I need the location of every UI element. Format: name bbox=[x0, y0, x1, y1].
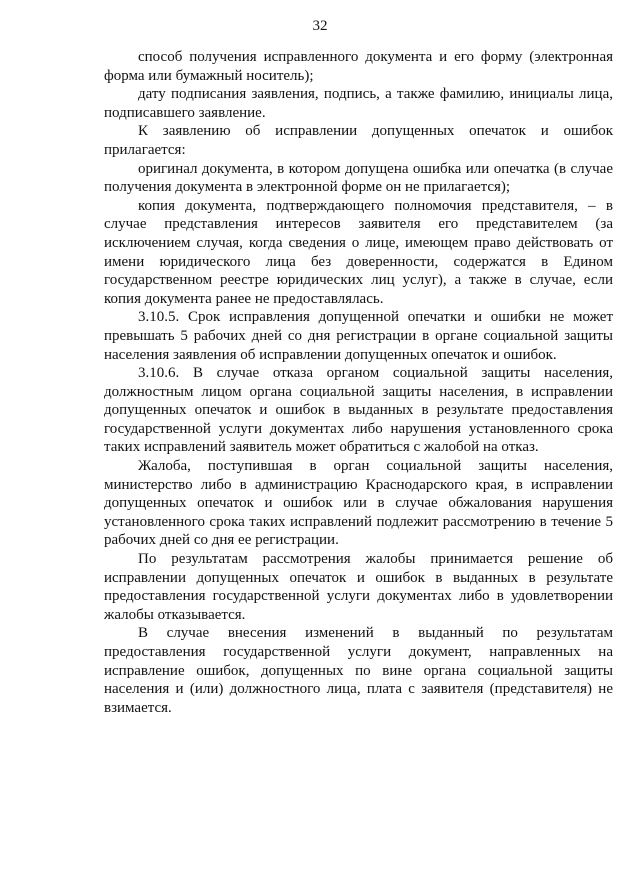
paragraph-signature-date: дату подписания заявления, подпись, а также фамилию, инициалы лица, подписавшего заявление. bbox=[104, 86, 613, 121]
paragraph-attachments-intro: К заявлению об исправлении допущенных опечаток и ошибок прилагается: bbox=[104, 123, 613, 158]
paragraph-original-document: оригинал документа, в котором допущена ошибка или опечатка (в случае получения документа в электронной форме он не прилагается); bbox=[104, 160, 613, 196]
paragraph-no-fee: В случае внесения изменений в выданный по результатам предоставления государственной услуги документ, направленных на исправление ошибок, допущенных по вине органа социальной защиты населения и (или) должностного лица, плата с заявителя (представителя) не взимается. bbox=[104, 625, 613, 716]
paragraph-representative-authority: копия документа, подтверждающего полномочия представителя, – в случае представления интересов заявителя его представителем (за исключением случая, когда сведения о лице, имеющем право действовать от имени юридического лица без доверенности, содержатся в Едином государственном реестре юридических лиц услуг), а также в случае, если копия документа ранее не предоставлялась. bbox=[104, 197, 613, 307]
paragraph-receipt-method: способ получения исправленного документа и его форму (электронная форма или бумажный носитель); bbox=[104, 49, 613, 84]
document-body bbox=[104, 48, 613, 717]
page-number: 32 bbox=[312, 18, 328, 34]
paragraph-complaint-decision: По результатам рассмотрения жалобы принимается решение об исправлении допущенных опечаток и ошибок в выданных в результате предоставления государственной услуги документах либо в удовлетворении жалобы отказывается. bbox=[104, 551, 613, 623]
paragraph-3-10-6: 3.10.6. В случае отказа органом социальной защиты населения, должностным лицом органа социальной защиты населения, в исправлении допущенных опечаток и ошибок в выданных в результате предоставления государственной услуги документах либо нарушения установленного срока таких исправлений заявитель может обратиться с жалобой на отказ. bbox=[104, 365, 613, 456]
paragraph-complaint: Жалоба, поступившая в орган социальной защиты населения, министерство либо в администрацию Краснодарского края, в исправлении допущенных опечаток и ошибок или в случае обжалования нарушения установленного срока таких исправлений подлежит рассмотрению в течение 5 рабочих дней со дня ее регистрации. bbox=[104, 458, 613, 549]
paragraph-3-10-5: 3.10.5. Срок исправления допущенной опечатки и ошибки не может превышать 5 рабочих дней со дня регистрации в органе социальной защиты населения заявления об исправлении допущенных опечаток и ошибок. bbox=[104, 309, 613, 363]
